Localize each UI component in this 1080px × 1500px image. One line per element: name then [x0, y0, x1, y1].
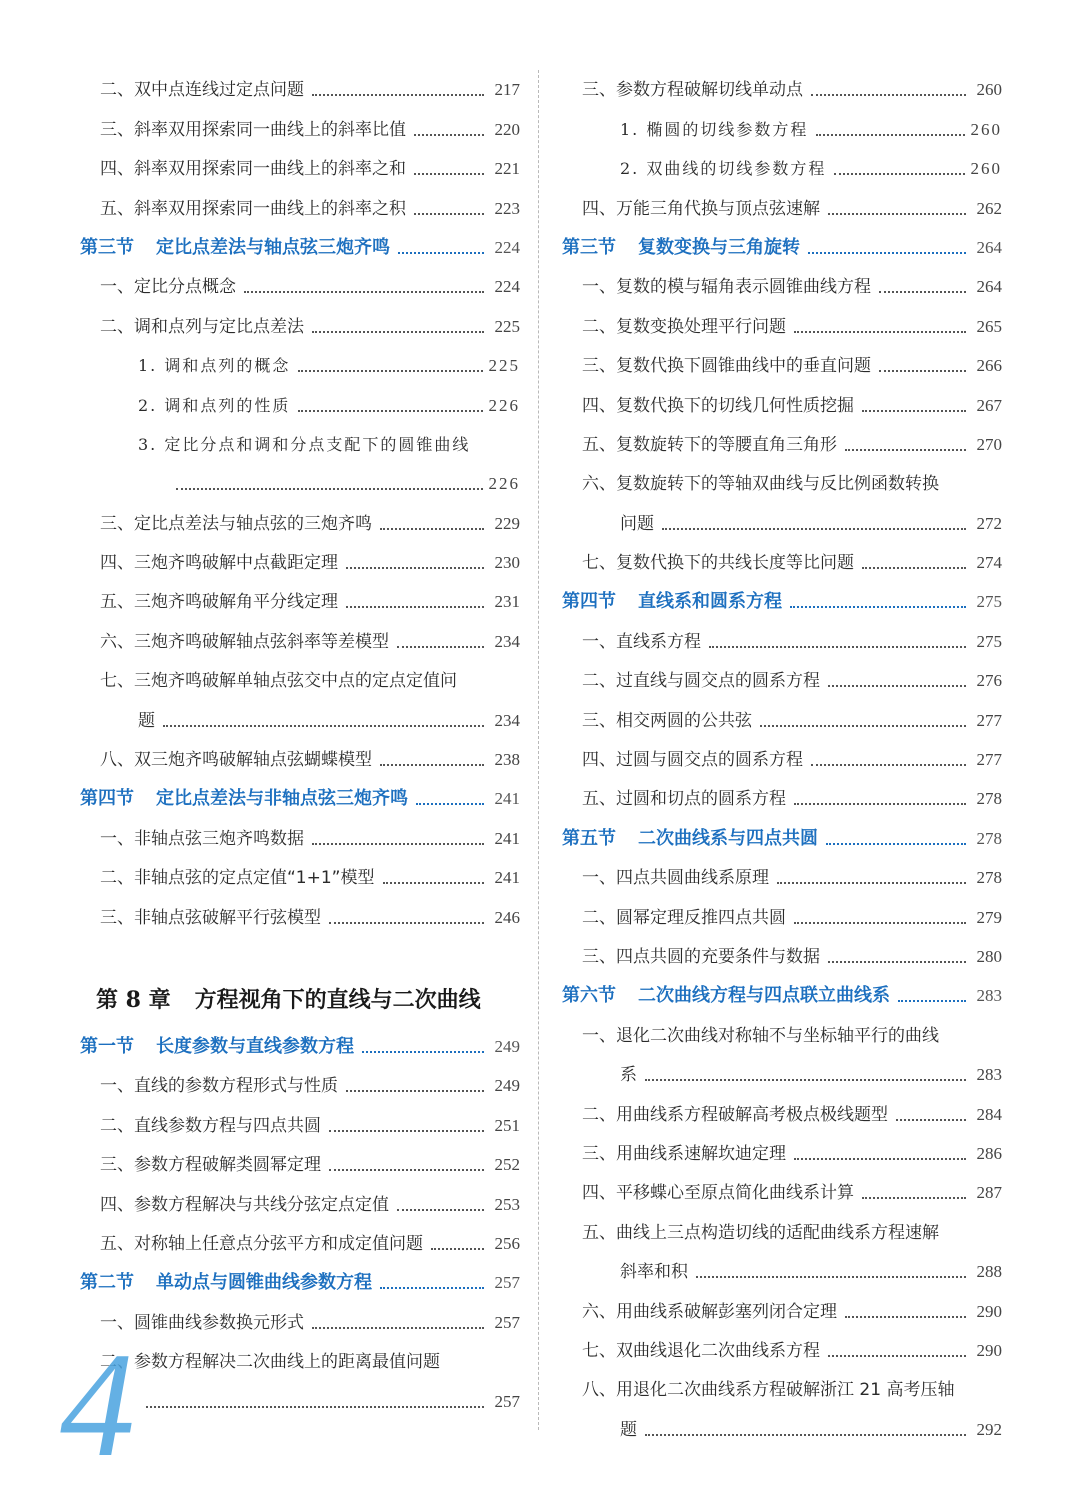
page-ref: 292 [976, 1419, 1002, 1439]
page-ref: 272 [976, 513, 1002, 533]
toc-section-entry[interactable] [562, 226, 1002, 265]
section-number: 第一节 [80, 1035, 134, 1057]
toc-item-entry[interactable] [80, 1300, 520, 1339]
section-number: 第二节 [80, 1272, 134, 1294]
toc-item-entry[interactable] [80, 1143, 520, 1182]
dot-leader [398, 252, 484, 254]
toc-item-entry[interactable] [80, 265, 520, 304]
toc-item-entry[interactable] [80, 738, 520, 777]
chapter-title: 方程视角下的直线与二次曲线 [194, 986, 481, 1013]
page-ref: 226 [488, 474, 520, 494]
page-ref: 241 [494, 789, 520, 809]
section-number: 第四节 [562, 591, 616, 613]
entry-title: 五、过圆和切点的圆系方程 [582, 789, 786, 810]
entry-title: 2. 调和点列的性质 [138, 395, 291, 415]
entry-title: 一、直线的参数方程形式与性质 [100, 1076, 338, 1097]
entry-title: 三、参数方程破解切线单动点 [582, 80, 803, 101]
page-ref: 283 [976, 1065, 1002, 1085]
entry-title: 四、斜率双用探索同一曲线上的斜率之和 [100, 159, 406, 180]
dot-leader [811, 94, 966, 96]
entry-title: 七、复数代换下的共线长度等比问题 [582, 553, 854, 574]
toc-section-entry[interactable] [80, 777, 520, 816]
toc-item-entry[interactable] [562, 344, 1002, 383]
dot-leader [794, 1158, 966, 1160]
dot-leader [380, 764, 484, 766]
entry-title: 一、非轴点弦三炮齐鸣数据 [100, 828, 304, 849]
dot-leader [414, 173, 484, 175]
page-ref: 278 [976, 828, 1002, 848]
page-ref: 288 [976, 1262, 1002, 1282]
page-ref: 249 [494, 1036, 520, 1056]
toc-subitem-entry[interactable] [562, 147, 1002, 186]
page-ref: 231 [494, 592, 520, 612]
entry-title: 五、三炮齐鸣破解角平分线定理 [100, 592, 338, 613]
dot-leader [312, 94, 484, 96]
toc-item-entry[interactable] [562, 738, 1002, 777]
entry-title: 五、斜率双用探索同一曲线上的斜率之积 [100, 198, 406, 219]
entry-title: 八、双三炮齐鸣破解轴点弦蝴蝶模型 [100, 750, 372, 771]
dot-leader [845, 449, 966, 451]
column-divider [538, 70, 539, 1430]
section-title: 二次曲线方程与四点联立曲线系 [638, 985, 890, 1007]
dot-leader [645, 1434, 966, 1436]
toc-item-entry[interactable] [80, 147, 520, 186]
entry-title: 二、非轴点弦的定点定值“1+1”模型 [100, 868, 375, 889]
dot-leader [298, 370, 482, 372]
entry-title: 五、曲线上三点构造切线的适配曲线系方程速解 [582, 1222, 939, 1243]
dot-leader [760, 725, 966, 727]
page-ref: 278 [976, 789, 1002, 809]
section-title: 复数变换与三角旋转 [638, 236, 800, 258]
section-title: 定比点差法与轴点弦三炮齐鸣 [156, 236, 390, 258]
toc-item-entry[interactable] [562, 186, 1002, 225]
toc-item-entry[interactable] [80, 1103, 520, 1142]
toc-item-entry[interactable] [80, 107, 520, 146]
chapter-heading [80, 961, 520, 1025]
dot-leader [416, 803, 484, 805]
page-ref: 283 [976, 986, 1002, 1006]
page-ref: 277 [976, 750, 1002, 770]
page-ref: 230 [494, 553, 520, 573]
spacer [80, 935, 520, 961]
section-number: 第六节 [562, 985, 616, 1007]
entry-title: 二、复数变换处理平行问题 [582, 316, 786, 337]
dot-leader [790, 606, 966, 608]
page-ref: 267 [976, 395, 1002, 415]
toc-item-entry[interactable] [562, 856, 1002, 895]
entry-title: 二、过直线与圆交点的圆系方程 [582, 671, 820, 692]
dot-leader [826, 843, 966, 845]
toc-item-entry[interactable] [562, 1132, 1002, 1171]
page-ref: 270 [976, 434, 1002, 454]
page-ref: 280 [976, 946, 1002, 966]
toc-item-entry[interactable] [80, 68, 520, 107]
entry-title-cont: 问题 [620, 513, 654, 534]
toc-item-entry[interactable] [80, 1064, 520, 1103]
toc-item-entry[interactable] [562, 1092, 1002, 1131]
toc-item-continuation[interactable] [562, 1407, 1002, 1446]
dot-leader [808, 252, 966, 254]
dot-leader [816, 134, 964, 136]
toc-item-entry[interactable] [562, 698, 1002, 737]
toc-subitem-continuation[interactable] [80, 462, 520, 501]
entry-title-cont: 题 [620, 1419, 637, 1440]
page-ref: 290 [976, 1301, 1002, 1321]
page-ref: 256 [494, 1233, 520, 1253]
toc-left-column [80, 68, 520, 1419]
entry-title: 二、调和点列与定比点差法 [100, 316, 304, 337]
toc-item-entry[interactable] [562, 1368, 1002, 1407]
toc-item-entry[interactable] [562, 423, 1002, 462]
page-ref: 257 [494, 1273, 520, 1293]
dot-leader [645, 1079, 966, 1081]
page-ref: 284 [976, 1104, 1002, 1124]
section-number: 第三节 [80, 236, 134, 258]
entry-title-cont: 题 [138, 710, 155, 731]
entry-title: 1. 椭圆的切线参数方程 [620, 119, 809, 139]
toc-item-entry[interactable] [562, 1013, 1002, 1052]
page-ref: 274 [976, 553, 1002, 573]
entry-title: 四、过圆与圆交点的圆系方程 [582, 750, 803, 771]
page-ref: 246 [494, 907, 520, 927]
page-ref: 229 [494, 513, 520, 533]
dot-leader [346, 606, 484, 608]
toc-item-entry[interactable] [80, 1182, 520, 1221]
page-ref: 275 [976, 592, 1002, 612]
entry-title: 三、非轴点弦破解平行弦模型 [100, 907, 321, 928]
page-ref: 260 [976, 80, 1002, 100]
toc-item-entry[interactable] [562, 462, 1002, 501]
toc-item-entry[interactable] [80, 659, 520, 698]
page-ref: 223 [494, 198, 520, 218]
toc-item-entry[interactable] [80, 895, 520, 934]
toc-subitem-entry[interactable] [562, 107, 1002, 146]
chapter-number: 第 8 章 [96, 986, 171, 1013]
entry-title: 三、四点共圆的充要条件与数据 [582, 946, 820, 967]
dot-leader [380, 1287, 484, 1289]
page-ref: 276 [976, 671, 1002, 691]
dot-leader [709, 646, 966, 648]
dot-leader [696, 1276, 966, 1278]
page-ref: 224 [494, 237, 520, 257]
page-ref: 278 [976, 868, 1002, 888]
entry-title: 七、双曲线退化二次曲线系方程 [582, 1340, 820, 1361]
page-ref: 257 [494, 1312, 520, 1332]
dot-leader [896, 1119, 966, 1121]
toc-item-continuation[interactable] [80, 1379, 520, 1418]
section-number: 第五节 [562, 827, 616, 849]
entry-title: 三、用曲线系速解坎迪定理 [582, 1143, 786, 1164]
entry-title: 一、复数的模与辐角表示圆锥曲线方程 [582, 277, 871, 298]
dot-leader [346, 1090, 484, 1092]
dot-leader [862, 1197, 966, 1199]
entry-title: 一、直线系方程 [582, 631, 701, 652]
entry-title: 一、定比分点概念 [100, 277, 236, 298]
page-ref: 225 [488, 356, 520, 376]
page-ref: 266 [976, 356, 1002, 376]
toc-item-entry[interactable] [562, 619, 1002, 658]
dot-leader [176, 488, 483, 490]
toc-item-continuation[interactable] [80, 698, 520, 737]
dot-leader [329, 1169, 484, 1171]
dot-leader [828, 961, 966, 963]
toc-item-entry[interactable] [562, 777, 1002, 816]
entry-title: 二、用曲线系方程破解高考极点极线题型 [582, 1104, 888, 1125]
page-ref: 234 [494, 631, 520, 651]
dot-leader [862, 567, 966, 569]
entry-title: 3. 定比分点和调和分点支配下的圆锥曲线 [138, 434, 471, 454]
toc-item-entry[interactable] [80, 501, 520, 540]
entry-title-cont: 斜率和积 [620, 1262, 688, 1283]
toc-item-entry[interactable] [80, 816, 520, 855]
dot-leader [346, 567, 484, 569]
page-ref: 265 [976, 316, 1002, 336]
dot-leader [362, 1051, 484, 1053]
toc-item-continuation[interactable] [562, 501, 1002, 540]
dot-leader [794, 331, 966, 333]
page-ref: 224 [494, 277, 520, 297]
entry-title: 三、定比点差法与轴点弦的三炮齐鸣 [100, 513, 372, 534]
page-ref: 220 [494, 119, 520, 139]
toc-item-entry[interactable] [562, 383, 1002, 422]
toc-item-entry[interactable] [80, 186, 520, 225]
entry-title: 四、万能三角代换与顶点弦速解 [582, 198, 820, 219]
dot-leader [312, 843, 484, 845]
toc-item-entry[interactable] [80, 541, 520, 580]
entry-title: 四、平移蝶心至原点简化曲线系计算 [582, 1183, 854, 1204]
dot-leader [244, 291, 484, 293]
dot-leader [312, 1327, 484, 1329]
entry-title: 五、复数旋转下的等腰直角三角形 [582, 434, 837, 455]
toc-item-entry[interactable] [80, 856, 520, 895]
entry-title: 四、三炮齐鸣破解中点截距定理 [100, 553, 338, 574]
toc-item-entry[interactable] [80, 580, 520, 619]
toc-item-continuation[interactable] [562, 1250, 1002, 1289]
dot-leader [312, 331, 484, 333]
page-ref: 257 [494, 1391, 520, 1411]
toc-section-entry[interactable] [562, 816, 1002, 855]
toc-subitem-entry[interactable] [80, 423, 520, 462]
toc-item-entry[interactable] [562, 68, 1002, 107]
entry-title-cont: 系 [620, 1065, 637, 1086]
toc-section-entry[interactable] [562, 580, 1002, 619]
page-ref: 262 [976, 198, 1002, 218]
page-ref: 226 [488, 395, 520, 415]
page-ref: 260 [970, 119, 1002, 139]
dot-leader [794, 803, 966, 805]
dot-leader [383, 882, 485, 884]
section-title: 长度参数与直线参数方程 [156, 1035, 354, 1057]
dot-leader [828, 213, 966, 215]
page-ref: 241 [494, 828, 520, 848]
page-ref: 234 [494, 710, 520, 730]
dot-leader [828, 1355, 966, 1357]
entry-title: 2. 双曲线的切线参数方程 [620, 159, 827, 179]
entry-title: 一、四点共圆曲线系原理 [582, 868, 769, 889]
section-title: 单动点与圆锥曲线参数方程 [156, 1272, 372, 1294]
toc-section-entry[interactable] [80, 1025, 520, 1064]
toc-item-entry[interactable] [562, 895, 1002, 934]
entry-title: 六、复数旋转下的等轴双曲线与反比例函数转换 [582, 474, 939, 495]
toc-item-entry[interactable] [562, 659, 1002, 698]
page-ref: 264 [976, 237, 1002, 257]
page-ref: 241 [494, 868, 520, 888]
dot-leader [414, 213, 484, 215]
dot-leader [834, 173, 964, 175]
entry-title: 二、双中点连线过定点问题 [100, 80, 304, 101]
entry-title: 一、退化二次曲线对称轴不与坐标轴平行的曲线 [582, 1025, 939, 1046]
entry-title: 七、三炮齐鸣破解单轴点弦交中点的定点定值问 [100, 671, 457, 692]
dot-leader [298, 410, 482, 412]
toc-subitem-entry[interactable] [80, 344, 520, 383]
dot-leader [414, 134, 484, 136]
dot-leader [380, 528, 484, 530]
toc-item-entry[interactable] [562, 541, 1002, 580]
section-number: 第三节 [562, 236, 616, 258]
entry-title: 八、用退化二次曲线系方程破解浙江 21 高考压轴 [582, 1380, 955, 1401]
toc-item-entry[interactable] [562, 935, 1002, 974]
toc-item-entry[interactable] [562, 265, 1002, 304]
page-ref: 279 [976, 907, 1002, 927]
page-ref: 221 [494, 159, 520, 179]
page-ref: 277 [976, 710, 1002, 730]
page-ref: 238 [494, 750, 520, 770]
page-ref: 217 [494, 80, 520, 100]
page-ref: 290 [976, 1340, 1002, 1360]
entry-title: 一、圆锥曲线参数换元形式 [100, 1312, 304, 1333]
dot-leader [828, 685, 966, 687]
toc-item-entry[interactable] [80, 304, 520, 343]
dot-leader [898, 1000, 966, 1002]
page-number: 4 [60, 1322, 135, 1488]
dot-leader [329, 922, 484, 924]
page-ref: 287 [976, 1183, 1002, 1203]
dot-leader [845, 1316, 966, 1318]
page-ref: 275 [976, 631, 1002, 651]
section-title: 定比点差法与非轴点弦三炮齐鸣 [156, 788, 408, 810]
toc-item-entry[interactable] [562, 1210, 1002, 1249]
toc-section-entry[interactable] [562, 974, 1002, 1013]
dot-leader [777, 882, 966, 884]
entry-title: 1. 调和点列的概念 [138, 356, 291, 376]
entry-title: 三、斜率双用探索同一曲线上的斜率比值 [100, 119, 406, 140]
toc-item-entry[interactable] [562, 1329, 1002, 1368]
page-ref: 264 [976, 277, 1002, 297]
entry-title: 五、对称轴上任意点分弦平方和成定值问题 [100, 1233, 423, 1254]
entry-title: 二、直线参数方程与四点共圆 [100, 1115, 321, 1136]
dot-leader [662, 528, 966, 530]
toc-item-entry[interactable] [562, 1171, 1002, 1210]
toc-item-entry[interactable] [80, 1340, 520, 1379]
entry-title: 二、参数方程解决二次曲线上的距离最值问题 [100, 1352, 440, 1373]
page-ref: 253 [494, 1194, 520, 1214]
page-ref: 225 [494, 316, 520, 336]
entry-title: 三、复数代换下圆锥曲线中的垂直问题 [582, 356, 871, 377]
page-ref: 286 [976, 1143, 1002, 1163]
dot-leader [862, 410, 966, 412]
dot-leader [329, 1130, 484, 1132]
entry-title: 六、三炮齐鸣破解轴点弦斜率等差模型 [100, 631, 389, 652]
page-ref: 252 [494, 1155, 520, 1175]
toc-item-entry[interactable] [562, 304, 1002, 343]
entry-title: 四、参数方程解决与共线分弦定点定值 [100, 1194, 389, 1215]
toc-item-continuation[interactable] [562, 1053, 1002, 1092]
section-title: 二次曲线系与四点共圆 [638, 827, 818, 849]
dot-leader [397, 646, 484, 648]
dot-leader [811, 764, 966, 766]
dot-leader [163, 725, 484, 727]
dot-leader [146, 1406, 484, 1408]
toc-item-entry[interactable] [80, 1222, 520, 1261]
toc-subitem-entry[interactable] [80, 383, 520, 422]
entry-title: 四、复数代换下的切线几何性质挖掘 [582, 395, 854, 416]
dot-leader [397, 1209, 484, 1211]
section-title: 直线系和圆系方程 [638, 591, 782, 613]
toc-section-entry[interactable] [80, 226, 520, 265]
dot-leader [879, 291, 966, 293]
section-number: 第四节 [80, 788, 134, 810]
toc-right-column [562, 68, 1002, 1447]
page-ref: 260 [970, 159, 1002, 179]
toc-item-entry[interactable] [80, 619, 520, 658]
toc-section-entry[interactable] [80, 1261, 520, 1300]
dot-leader [879, 370, 966, 372]
entry-title: 三、参数方程破解类圆幂定理 [100, 1155, 321, 1176]
dot-leader [794, 922, 966, 924]
entry-title: 三、相交两圆的公共弦 [582, 710, 752, 731]
entry-title: 二、圆幂定理反推四点共圆 [582, 907, 786, 928]
dot-leader [431, 1248, 484, 1250]
entry-title: 六、用曲线系破解彭塞列闭合定理 [582, 1301, 837, 1322]
page-ref: 249 [494, 1076, 520, 1096]
page-ref: 251 [494, 1115, 520, 1135]
toc-item-entry[interactable] [562, 1289, 1002, 1328]
